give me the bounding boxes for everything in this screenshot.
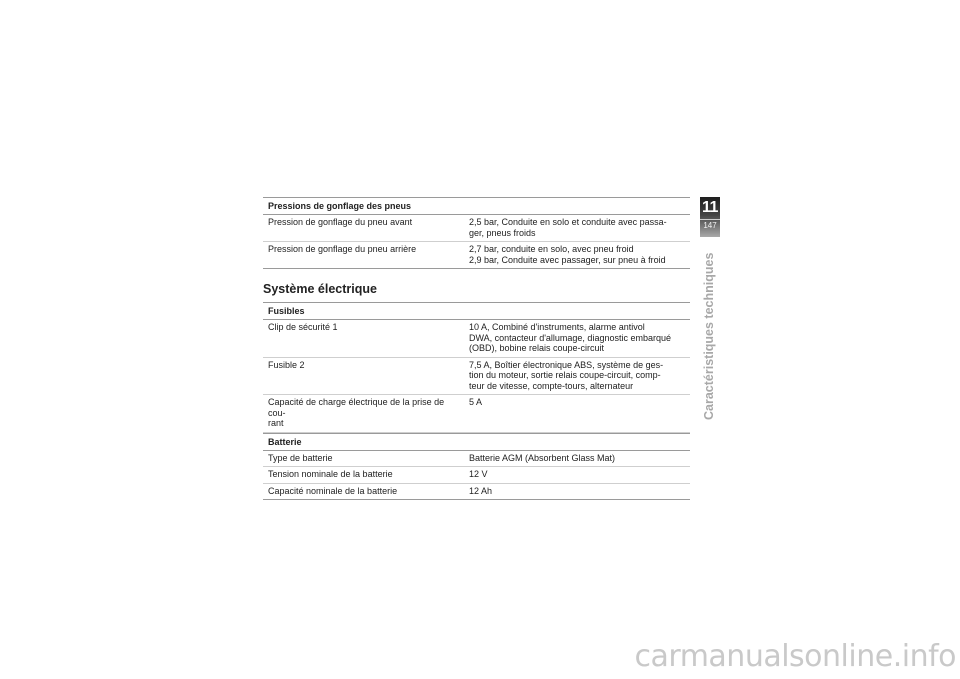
section-title: Système électrique [263,282,377,296]
value-line: tion du moteur, sortie relais coupe-circuit, comp- [469,370,661,380]
label-line: Capacité de charge électrique de la prise de cou- [268,397,445,418]
watermark: carmanualsonline.info [634,639,956,674]
table-row [263,320,690,358]
row-label: Capacité nominale de la batterie [268,485,398,496]
tire-pressure-table [263,197,690,269]
value-line: teur de vitesse, compte-tours, alternateur [469,380,634,391]
value-line: ger, pneus froids [469,227,536,238]
battery-heading: Batterie [263,433,690,451]
row-value [466,360,682,392]
row-value: Batterie AGM (Absorbent Glass Mat) [469,452,616,463]
row-value [466,244,682,265]
row-label: Pression de gonflage du pneu avant [268,217,413,227]
value-line: 2,9 bar, Conduite avec passager, sur pneu à froid [469,254,666,265]
table-row [263,215,690,242]
value-line: 5 A [469,397,483,407]
row-label: Type de batterie [268,452,333,463]
row-value [466,397,682,429]
table-row [263,484,690,501]
value-line: 2,7 bar, conduite en solo, avec pneu froid [469,244,634,254]
row-value: 12 V [469,469,488,479]
row-value [466,322,682,354]
table-row [263,395,690,433]
chapter-side-label: Caractéristiques techniques [702,252,716,420]
table-row [263,242,690,269]
value-line: 2,5 bar, Conduite en solo et conduite avec passa- [469,217,667,227]
row-value: 12 Ah [469,485,493,496]
table-row [263,451,690,468]
row-value [466,217,682,238]
chapter-number: 11 [702,199,718,216]
row-label: Tension nominale de la batterie [268,469,393,479]
row-label: Pression de gonflage du pneu arrière [268,244,417,254]
spec-content [263,197,690,500]
table-row [263,358,690,396]
value-line: DWA, contacteur d'allumage, diagnostic embarqué [469,332,671,343]
tire-pressure-heading: Pressions de gonflage des pneus [263,197,690,215]
row-label [263,397,466,429]
value-line: 7,5 A, Boîtier électronique ABS, système de ges- [469,359,664,370]
value-line: (OBD), bobine relais coupe-circuit [469,343,605,353]
page-number: 147 [703,221,717,230]
row-label: Fusible 2 [268,359,305,370]
row-label: Clip de sécurité 1 [268,322,338,332]
fuses-heading: Fusibles [263,302,690,320]
chapter-divider [700,219,720,220]
label-line: rant [268,418,284,428]
table-row [263,467,690,484]
electrical-table [263,302,690,500]
value-line: 10 A, Combiné d'instruments, alarme antivol [469,322,645,332]
chapter-tab [700,197,720,237]
